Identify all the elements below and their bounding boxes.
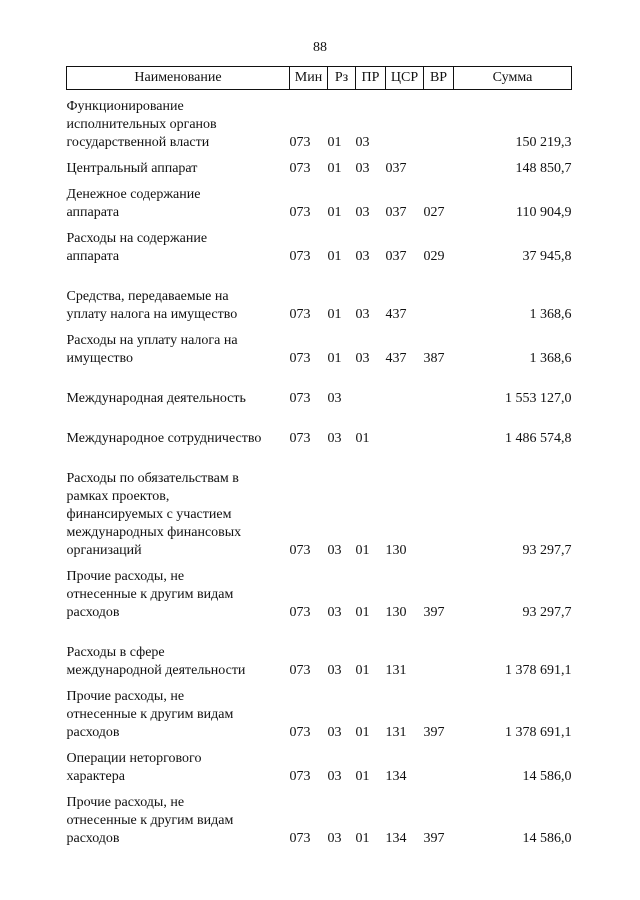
cell-sum: 14 586,0 [522, 831, 572, 846]
cell-vr [424, 266, 454, 324]
cell-min: 073 [289, 431, 311, 446]
table-row [67, 786, 572, 848]
cell-rz: 03 [327, 431, 342, 446]
table-header-row [67, 67, 572, 90]
cell-rz: 01 [327, 249, 342, 264]
row-name-line: Прочие расходы, не [66, 689, 185, 704]
row-name-line: Операции неторгового [66, 751, 202, 766]
row-name-line: расходов [66, 831, 120, 846]
cell-pr [356, 368, 386, 408]
row-name-line: расходов [66, 725, 120, 740]
cell-sum: 148 850,7 [515, 161, 572, 176]
cell-pr: 01 [355, 663, 370, 678]
cell-pr: 01 [355, 725, 370, 740]
row-name [67, 786, 290, 848]
cell-rz: 03 [327, 391, 342, 406]
cell-rz: 03 [327, 543, 342, 558]
table-row [67, 622, 572, 680]
row-name-line: уплату налога на имущество [66, 307, 238, 322]
row-name [67, 222, 290, 266]
row-name-line: Функционирование [66, 99, 184, 114]
cell-rz: 03 [327, 663, 342, 678]
cell-sum: 14 586,0 [522, 769, 572, 784]
cell-csr: 037 [385, 161, 407, 176]
table-row [67, 90, 572, 153]
cell-min: 073 [289, 725, 311, 740]
row-name-line: аппарата [66, 205, 120, 220]
row-name [67, 448, 290, 560]
row-name-line: аппарата [66, 249, 120, 264]
cell-rz: 01 [327, 161, 342, 176]
cell-min: 073 [289, 769, 311, 784]
cell-pr: 01 [355, 831, 370, 846]
row-name [67, 90, 290, 153]
row-name-line: отнесенные к другим видам [66, 813, 234, 828]
cell-csr [386, 90, 424, 153]
cell-min: 073 [289, 135, 311, 150]
table-row [67, 742, 572, 786]
cell-csr: 134 [385, 769, 407, 784]
cell-min: 073 [289, 663, 311, 678]
cell-vr: 387 [423, 351, 445, 366]
cell-vr [424, 622, 454, 680]
row-name [67, 368, 290, 408]
row-name [67, 178, 290, 222]
cell-csr [386, 368, 424, 408]
cell-vr: 397 [423, 831, 445, 846]
table-row [67, 408, 572, 448]
cell-csr: 437 [385, 351, 407, 366]
row-name-line: Прочие расходы, не [66, 569, 185, 584]
cell-pr: 03 [355, 135, 370, 150]
row-name-line: Расходы на уплату налога на [66, 333, 238, 348]
cell-sum: 1 378 691,1 [505, 725, 572, 740]
cell-pr: 03 [355, 205, 370, 220]
row-name-line: Международное сотрудничество [66, 431, 262, 446]
row-name-line: характера [66, 769, 125, 784]
column-header-rz: Рз [328, 67, 356, 90]
cell-pr: 03 [355, 161, 370, 176]
cell-rz: 01 [327, 135, 342, 150]
cell-rz: 03 [327, 605, 342, 620]
cell-pr: 03 [355, 351, 370, 366]
cell-min: 073 [289, 543, 311, 558]
cell-rz: 03 [327, 831, 342, 846]
cell-rz: 01 [327, 307, 342, 322]
cell-csr: 130 [385, 605, 407, 620]
cell-min: 073 [289, 161, 311, 176]
row-name [67, 622, 290, 680]
column-header-min: Мин [290, 67, 328, 90]
cell-sum: 1 553 127,0 [505, 391, 572, 406]
column-header-csr: ЦСР [386, 67, 424, 90]
cell-csr: 134 [385, 831, 407, 846]
budget-table [66, 66, 572, 848]
row-name [67, 680, 290, 742]
cell-vr [424, 368, 454, 408]
cell-vr: 397 [423, 725, 445, 740]
cell-min: 073 [289, 307, 311, 322]
row-name-line: расходов [66, 605, 120, 620]
table-row [67, 560, 572, 622]
row-name-line: исполнительных органов [66, 117, 217, 132]
cell-csr: 130 [385, 543, 407, 558]
cell-rz: 01 [327, 351, 342, 366]
cell-csr: 131 [385, 725, 407, 740]
table-row [67, 368, 572, 408]
column-header-name: Наименование [67, 67, 290, 90]
table-body [67, 90, 572, 849]
cell-sum: 110 904,9 [516, 205, 572, 220]
table-row [67, 178, 572, 222]
cell-csr: 131 [385, 663, 407, 678]
cell-csr: 437 [385, 307, 407, 322]
table-row [67, 324, 572, 368]
cell-pr: 01 [355, 769, 370, 784]
column-header-pr: ПР [356, 67, 386, 90]
row-name-line: Денежное содержание [66, 187, 201, 202]
row-name-line: отнесенные к другим видам [66, 587, 234, 602]
cell-pr: 01 [355, 605, 370, 620]
row-name-line: Средства, передаваемые на [66, 289, 229, 304]
cell-csr: 037 [385, 249, 407, 264]
cell-pr: 01 [355, 431, 370, 446]
cell-vr [424, 448, 454, 560]
cell-csr [386, 408, 424, 448]
cell-vr [424, 90, 454, 153]
row-name [67, 266, 290, 324]
table-row [67, 222, 572, 266]
table-row [67, 152, 572, 178]
cell-min: 073 [289, 605, 311, 620]
cell-sum: 1 368,6 [529, 307, 572, 322]
row-name [67, 560, 290, 622]
row-name-line: Международная деятельность [66, 391, 246, 406]
cell-sum: 1 378 691,1 [505, 663, 572, 678]
row-name [67, 408, 290, 448]
row-name-line: Расходы по обязательствам в [66, 471, 239, 486]
cell-rz: 03 [327, 725, 342, 740]
cell-sum: 93 297,7 [522, 543, 572, 558]
row-name [67, 152, 290, 178]
row-name-line: Прочие расходы, не [66, 795, 185, 810]
row-name-line: международной деятельности [66, 663, 246, 678]
cell-sum: 37 945,8 [522, 249, 572, 264]
cell-vr [424, 152, 454, 178]
cell-vr: 397 [423, 605, 445, 620]
column-header-sum: Сумма [454, 67, 572, 90]
cell-pr: 01 [355, 543, 370, 558]
cell-min: 073 [289, 205, 311, 220]
page-number: 88 [313, 40, 327, 55]
row-name-line: отнесенные к другим видам [66, 707, 234, 722]
row-name-line: Расходы в сфере [66, 645, 165, 660]
row-name [67, 324, 290, 368]
cell-csr: 037 [385, 205, 407, 220]
row-name-line: финансируемых с участием [66, 507, 232, 522]
cell-min: 073 [289, 351, 311, 366]
cell-sum: 150 219,3 [515, 135, 572, 150]
cell-sum: 1 368,6 [529, 351, 572, 366]
table-row [67, 448, 572, 560]
cell-sum: 1 486 574,8 [505, 431, 572, 446]
cell-rz: 01 [327, 205, 342, 220]
table-row [67, 680, 572, 742]
row-name-line: государственной власти [66, 135, 210, 150]
cell-rz: 03 [327, 769, 342, 784]
row-name-line: Расходы на содержание [66, 231, 208, 246]
cell-vr [424, 408, 454, 448]
cell-min: 073 [289, 831, 311, 846]
table-row [67, 266, 572, 324]
cell-vr [424, 742, 454, 786]
cell-pr: 03 [355, 307, 370, 322]
cell-vr: 027 [423, 205, 445, 220]
row-name-line: организаций [66, 543, 142, 558]
cell-pr: 03 [355, 249, 370, 264]
row-name [67, 742, 290, 786]
row-name-line: международных финансовых [66, 525, 242, 540]
row-name-line: рамках проектов, [66, 489, 170, 504]
column-header-vr: ВР [424, 67, 454, 90]
row-name-line: имущество [66, 351, 134, 366]
cell-min: 073 [289, 249, 311, 264]
cell-sum: 93 297,7 [522, 605, 572, 620]
row-name-line: Центральный аппарат [66, 161, 198, 176]
cell-vr: 029 [423, 249, 445, 264]
cell-min: 073 [289, 391, 311, 406]
